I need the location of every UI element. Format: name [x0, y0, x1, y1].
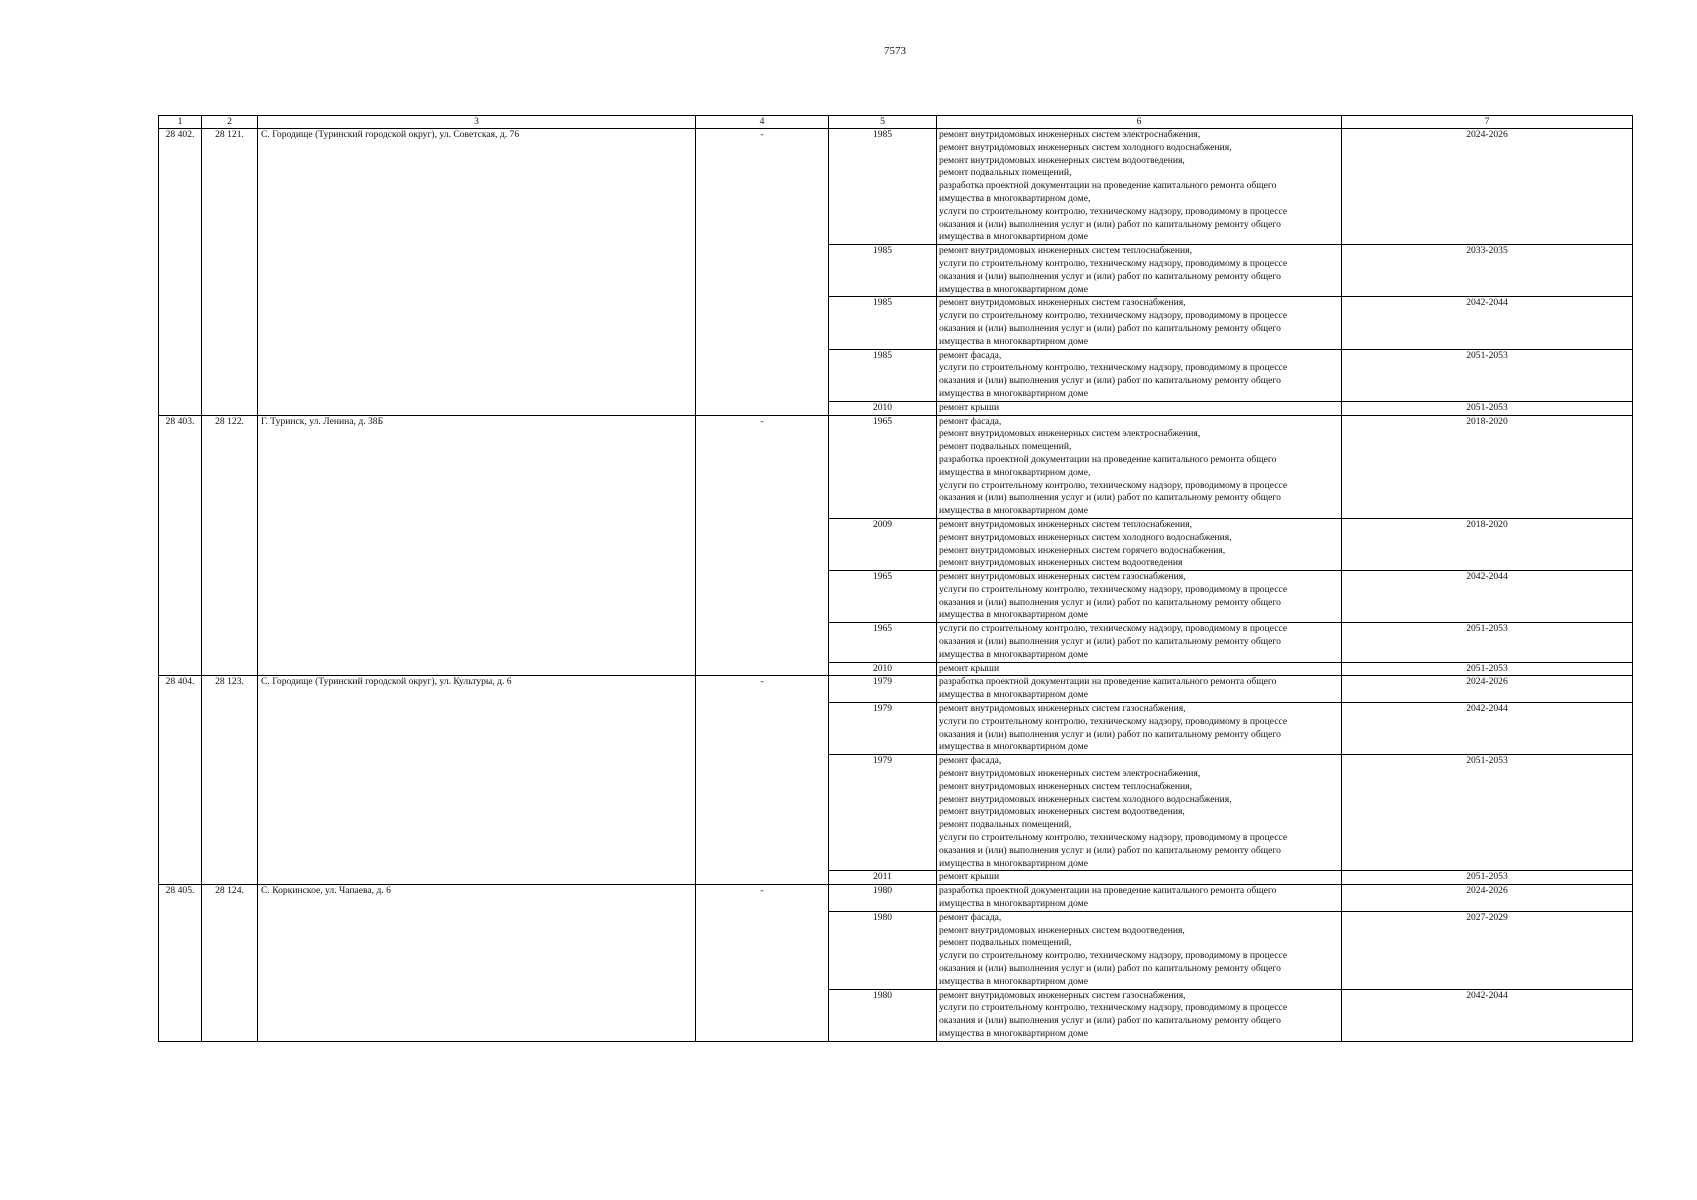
- work-line: услуги по строительному контролю, техническому надзору, проводимому в процессе: [939, 479, 1288, 491]
- work-line: имущества в многоквартирном доме: [939, 689, 1088, 701]
- year-cell: 1979: [829, 676, 937, 703]
- work-line: имущества в многоквартирном доме: [939, 387, 1088, 399]
- work-line: разработка проектной документации на проведение капитального ремонта общего: [939, 453, 1277, 465]
- year-cell: 1980: [829, 989, 937, 1041]
- work-line: ремонт фасада,: [939, 755, 1002, 767]
- period-cell: 2042-2044: [1342, 571, 1633, 623]
- object-number: 28 123.: [202, 676, 258, 885]
- year-cell: 1965: [829, 415, 937, 518]
- work-line: ремонт внутридомовых инженерных систем водоотведения: [939, 557, 1183, 569]
- works-cell: [937, 415, 1342, 518]
- work-line: разработка проектной документации на проведение капитального ремонта общего: [939, 676, 1277, 688]
- row-number: 28 405.: [159, 885, 202, 1042]
- works-cell: [937, 755, 1342, 871]
- object-number: 28 124.: [202, 885, 258, 1042]
- work-line: ремонт крыши: [939, 662, 1000, 674]
- year-cell: 1980: [829, 911, 937, 989]
- work-line: ремонт внутридомовых инженерных систем электроснабжения,: [939, 768, 1201, 780]
- works-cell: [937, 703, 1342, 755]
- period-cell: 2018-2020: [1342, 415, 1633, 518]
- column-header: 4: [696, 116, 829, 129]
- works-cell: [937, 401, 1342, 415]
- page-number: 7573: [884, 45, 906, 57]
- works-cell: [937, 297, 1342, 349]
- work-line: услуги по строительному контролю, техническому надзору, проводимому в процессе: [939, 310, 1288, 322]
- work-line: разработка проектной документации на проведение капитального ремонта общего: [939, 180, 1277, 192]
- period-cell: 2051-2053: [1342, 401, 1633, 415]
- period-cell: 2051-2053: [1342, 623, 1633, 662]
- work-line: имущества в многоквартирном доме: [939, 648, 1088, 660]
- period-cell: 2024-2026: [1342, 129, 1633, 245]
- period-cell: 2051-2053: [1342, 349, 1633, 401]
- work-line: ремонт фасада,: [939, 349, 1002, 361]
- work-line: имущества в многоквартирном доме: [939, 975, 1088, 987]
- period-cell: 2033-2035: [1342, 245, 1633, 297]
- row-number: 28 403.: [159, 415, 202, 676]
- work-line: имущества в многоквартирном доме,: [939, 192, 1091, 204]
- work-line: ремонт внутридомовых инженерных систем холодного водоснабжения,: [939, 141, 1232, 153]
- work-line: имущества в многоквартирном доме: [939, 609, 1088, 621]
- work-line: ремонт фасада,: [939, 415, 1002, 427]
- work-line: услуги по строительному контролю, техническому надзору, проводимому в процессе: [939, 715, 1288, 727]
- works-cell: [937, 571, 1342, 623]
- object-number: 28 122.: [202, 415, 258, 676]
- work-line: имущества в многоквартирном доме: [939, 335, 1088, 347]
- works-cell: [937, 871, 1342, 885]
- work-line: имущества в многоквартирном доме: [939, 231, 1088, 243]
- column-number-row: [159, 116, 1633, 129]
- period-cell: 2018-2020: [1342, 518, 1633, 570]
- year-cell: 1979: [829, 755, 937, 871]
- work-line: оказания и (или) выполнения услуг и (или) работ по капитальному ремонту общего: [939, 636, 1281, 648]
- work-line: ремонт внутридомовых инженерных систем водоотведения,: [939, 924, 1185, 936]
- work-line: имущества в многоквартирном доме: [939, 505, 1088, 517]
- work-line: ремонт крыши: [939, 871, 1000, 883]
- year-cell: 2010: [829, 662, 937, 676]
- address-cell: С. Городище (Туринский городской округ), ул. Культуры, д. 6: [258, 676, 696, 885]
- work-line: оказания и (или) выполнения услуг и (или) работ по капитальному ремонту общего: [939, 270, 1281, 282]
- column-4-cell: -: [696, 885, 829, 1042]
- column-4-cell: -: [696, 129, 829, 416]
- period-cell: 2051-2053: [1342, 662, 1633, 676]
- work-line: оказания и (или) выполнения услуг и (или) работ по капитальному ремонту общего: [939, 728, 1281, 740]
- year-cell: 1965: [829, 623, 937, 662]
- work-line: услуги по строительному контролю, техническому надзору, проводимому в процессе: [939, 832, 1288, 844]
- work-line: имущества в многоквартирном доме: [939, 283, 1088, 295]
- work-line: оказания и (или) выполнения услуг и (или) работ по капитальному ремонту общего: [939, 322, 1281, 334]
- column-4-cell: -: [696, 676, 829, 885]
- work-line: услуги по строительному контролю, техническому надзору, проводимому в процессе: [939, 583, 1288, 595]
- works-cell: [937, 623, 1342, 662]
- work-line: ремонт внутридомовых инженерных систем теплоснабжения,: [939, 245, 1192, 257]
- year-cell: 2011: [829, 871, 937, 885]
- work-line: ремонт подвальных помещений,: [939, 167, 1072, 179]
- year-cell: 1985: [829, 297, 937, 349]
- period-cell: 2051-2053: [1342, 871, 1633, 885]
- work-line: имущества в многоквартирном доме,: [939, 466, 1091, 478]
- object-number: 28 121.: [202, 129, 258, 416]
- work-line: ремонт внутридомовых инженерных систем газоснабжения,: [939, 571, 1186, 583]
- work-line: ремонт фасада,: [939, 911, 1002, 923]
- column-header: 5: [829, 116, 937, 129]
- column-header: 6: [937, 116, 1342, 129]
- work-line: ремонт крыши: [939, 401, 1000, 413]
- table-row: [159, 885, 1633, 912]
- year-cell: 1980: [829, 885, 937, 912]
- work-line: имущества в многоквартирном доме: [939, 857, 1088, 869]
- work-line: ремонт внутридомовых инженерных систем холодного водоснабжения,: [939, 531, 1232, 543]
- column-header: 2: [202, 116, 258, 129]
- work-line: услуги по строительному контролю, техническому надзору, проводимому в процессе: [939, 623, 1288, 635]
- work-line: ремонт внутридомовых инженерных систем газоснабжения,: [939, 703, 1186, 715]
- column-4-cell: -: [696, 415, 829, 676]
- work-line: ремонт внутридомовых инженерных систем холодного водоснабжения,: [939, 793, 1232, 805]
- period-cell: 2042-2044: [1342, 297, 1633, 349]
- works-cell: [937, 911, 1342, 989]
- work-line: услуги по строительному контролю, техническому надзору, проводимому в процессе: [939, 205, 1288, 217]
- works-cell: [937, 885, 1342, 912]
- work-line: ремонт внутридомовых инженерных систем водоотведения,: [939, 154, 1185, 166]
- work-line: оказания и (или) выполнения услуг и (или) работ по капитальному ремонту общего: [939, 963, 1281, 974]
- work-line: имущества в многоквартирном доме: [939, 898, 1088, 910]
- work-line: ремонт внутридомовых инженерных систем водоотведения,: [939, 806, 1185, 818]
- row-number: 28 404.: [159, 676, 202, 885]
- address-cell: Г. Туринск, ул. Ленина, д. 38Б: [258, 415, 696, 676]
- work-line: ремонт внутридомовых инженерных систем теплоснабжения,: [939, 780, 1192, 792]
- works-cell: [937, 518, 1342, 570]
- works-cell: [937, 129, 1342, 245]
- period-cell: 2042-2044: [1342, 703, 1633, 755]
- column-header: 3: [258, 116, 696, 129]
- works-cell: [937, 349, 1342, 401]
- table-row: [159, 415, 1633, 518]
- year-cell: 1985: [829, 129, 937, 245]
- work-line: ремонт внутридомовых инженерных систем теплоснабжения,: [939, 518, 1192, 530]
- column-header: 1: [159, 116, 202, 129]
- period-cell: 2042-2044: [1342, 989, 1633, 1041]
- period-cell: 2024-2026: [1342, 676, 1633, 703]
- works-cell: [937, 676, 1342, 703]
- works-cell: [937, 989, 1342, 1041]
- work-line: оказания и (или) выполнения услуг и (или) работ по капитальному ремонту общего: [939, 1015, 1281, 1027]
- address-cell: С. Коркинское, ул. Чапаева, д. 6: [258, 885, 696, 1042]
- year-cell: 1965: [829, 571, 937, 623]
- work-line: имущества в многоквартирном доме: [939, 741, 1088, 753]
- work-line: оказания и (или) выполнения услуг и (или) работ по капитальному ремонту общего: [939, 375, 1281, 387]
- work-line: оказания и (или) выполнения услуг и (или) работ по капитальному ремонту общего: [939, 492, 1281, 504]
- address-cell: С. Городище (Туринский городской округ), ул. Советская, д. 76: [258, 129, 696, 416]
- row-number: 28 402.: [159, 129, 202, 416]
- period-cell: 2024-2026: [1342, 885, 1633, 912]
- work-line: ремонт внутридомовых инженерных систем газоснабжения,: [939, 989, 1186, 1001]
- work-line: услуги по строительному контролю, техническому надзору, проводимому в процессе: [939, 1002, 1288, 1014]
- work-line: ремонт подвальных помещений,: [939, 819, 1072, 831]
- capital-repair-table: [158, 115, 1633, 1042]
- period-cell: 2051-2053: [1342, 755, 1633, 871]
- period-cell: 2027-2029: [1342, 911, 1633, 989]
- year-cell: 1985: [829, 245, 937, 297]
- work-line: разработка проектной документации на проведение капитального ремонта общего: [939, 885, 1277, 897]
- table-body: [159, 129, 1633, 1042]
- work-line: услуги по строительному контролю, техническому надзору, проводимому в процессе: [939, 950, 1288, 962]
- work-line: ремонт внутридомовых инженерных систем электроснабжения,: [939, 428, 1201, 440]
- work-line: ремонт внутридомовых инженерных систем горячего водоснабжения,: [939, 544, 1226, 556]
- work-line: ремонт подвальных помещений,: [939, 441, 1072, 453]
- year-cell: 1979: [829, 703, 937, 755]
- work-line: услуги по строительному контролю, техническому надзору, проводимому в процессе: [939, 362, 1288, 374]
- table-row: [159, 676, 1633, 703]
- work-line: оказания и (или) выполнения услуг и (или) работ по капитальному ремонту общего: [939, 596, 1281, 608]
- year-cell: 1985: [829, 349, 937, 401]
- works-cell: [937, 245, 1342, 297]
- work-line: ремонт подвальных помещений,: [939, 937, 1072, 949]
- work-line: оказания и (или) выполнения услуг и (или) работ по капитальному ремонту общего: [939, 844, 1281, 856]
- work-line: оказания и (или) выполнения услуг и (или) работ по капитальному ремонту общего: [939, 218, 1281, 230]
- year-cell: 2009: [829, 518, 937, 570]
- table-row: [159, 129, 1633, 245]
- work-line: ремонт внутридомовых инженерных систем газоснабжения,: [939, 297, 1186, 309]
- work-line: услуги по строительному контролю, техническому надзору, проводимому в процессе: [939, 257, 1288, 269]
- column-header: 7: [1342, 116, 1633, 129]
- year-cell: 2010: [829, 401, 937, 415]
- work-line: имущества в многоквартирном доме: [939, 1027, 1088, 1039]
- works-cell: [937, 662, 1342, 676]
- work-line: ремонт внутридомовых инженерных систем электроснабжения,: [939, 129, 1201, 140]
